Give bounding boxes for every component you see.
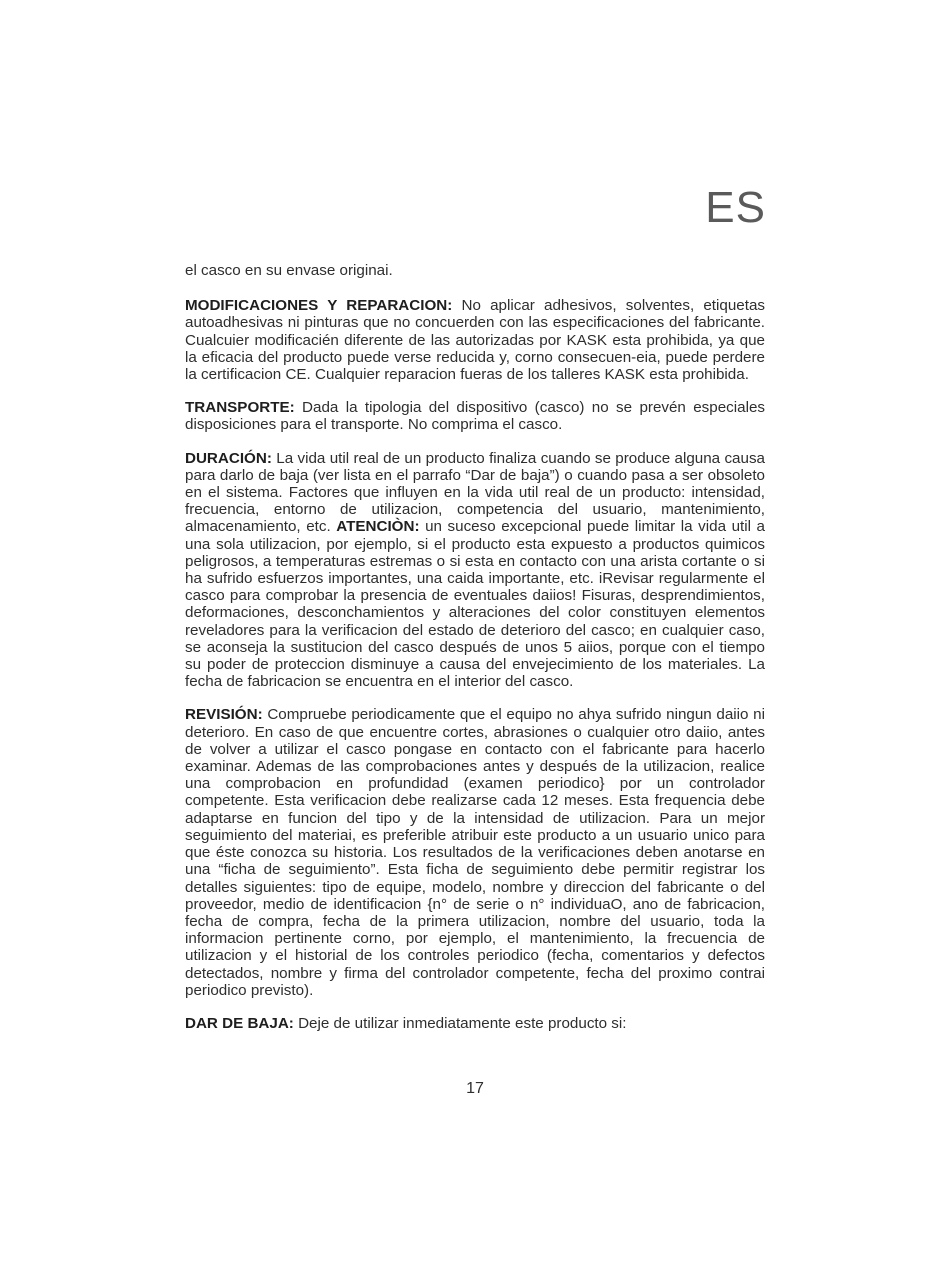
- page-number: 17: [466, 1080, 484, 1097]
- section-text: un suceso excepcional puede limitar la vida util a una sola utilizacion, por ejemplo, si el producto esta expuesto a productos quimicos peligrosos, a temperaturas estremas o si esta en contacto con una arista cortante o si ha sufrido esfuerzos importantes, una caida importante, etc. iRevisar regularmente el casco para comprobar la presencia de eventuales daiios! Fisuras, desprendimientos, deformaciones, desconchamientos y alteraciones del color constituyen elementos reveladores para la verificacion del estado de deterioro del casco; en cualquier caso, se aconseja la sustitucion del casco después de unos 5 aiios, porque con el tiempo su poder de proteccion disminuye a causa del envejecimiento de los materiales. La fecha de fabricacion se encuentra en el interior del casco.: [185, 518, 765, 691]
- section-heading: DAR DE BAJA:: [185, 1014, 294, 1032]
- section-text: La vida util real de un producto finaliza cuando se produce alguna causa para darlo de baja (ver lista en el parrafo “Dar de baja”) o cuando pasa a ser obsoleto en el sistema. Factores que influyen en la vida util real de un producto: intensidad, frecuencia, entorno de utilizacion, competencia del usuario, mantenimiento, almacenamiento, etc.: [185, 449, 765, 536]
- language-tag: ES: [705, 183, 766, 232]
- section-heading: REVISIÓN:: [185, 706, 263, 724]
- section-transporte: [185, 399, 765, 433]
- section-heading: DURACIÓN:: [185, 449, 272, 467]
- section-text: Deje de utilizar inmediatamente este producto si:: [298, 1014, 627, 1032]
- section-heading: TRANSPORTE:: [185, 399, 295, 417]
- intro-paragraph: el casco en su envase originai.: [185, 262, 393, 279]
- section-duracion: [185, 450, 765, 691]
- section-modificaciones: [185, 297, 765, 383]
- inline-heading-atencion: ATENCIÒN:: [336, 518, 420, 536]
- section-heading: MODIFICACIONES Y REPARACION:: [185, 297, 453, 315]
- document-body: [185, 262, 765, 1048]
- section-text: No aplicar adhesivos, solventes, etiquetas autoadhesivas ni pinturas que no concuerden con las especificaciones del fabricante. Cualcuier modificacién diferente de las autorizadas por KASK esta prohibida, ya que la eficacia del producto puede verse reducida y, corno consecuen-eia, puede perdere la certificacion CE. Cualquier reparacion fueras de los talleres KASK esta prohibida.: [185, 297, 765, 384]
- section-text: Compruebe periodicamente que el equipo no ahya sufrido ningun daiio ni deterioro. En caso de que encuentre cortes, abrasiones o cualquier otro daiio, antes de volver a utilizar el casco pongase en contacto con el fabricante para hacerlo examinar. Ademas de las comprobaciones antes y después de la utilizacion, realice una comprobacion en profundidad (examen periodico} por un controlador competente. Esta verificacion debe realizarse cada 12 meses. Esta frequencia debe adaptarse en funcion del tipo y de la intensidad de utilizacion. Para un mejor seguimiento del materiai, es preferible atribuir este producto a un usuario unico para que éste conozca su historia. Los resultados de la verificaciones deben anotarse en una “ficha de seguimiento”. Esta ficha de seguimiento debe permitir registrar los detalles siguientes: tipo de equipe, modelo, nombre y direccion del fabricante o del proveedor, medio de identificacion {n° de serie o n° individuaO, ano de fabricacion, fecha de compra, fecha de la primera utilizacion, nombre del usuario, toda la informacion pertinente corno, por ejemplo, el mantenimiento, la frecuencia de utilizacion y el historial de los controles periodico (fecha, comentarios y defectos detectados, nombre y firma del controlador competente, fecha del proximo contrai periodico previsto).: [185, 706, 765, 999]
- section-revision: [185, 706, 765, 998]
- section-dar-de-baja: [185, 1015, 765, 1032]
- section-text: Dada la tipologia del dispositivo (casco) no se prevén especiales disposiciones para el transporte. No comprima el casco.: [185, 399, 765, 434]
